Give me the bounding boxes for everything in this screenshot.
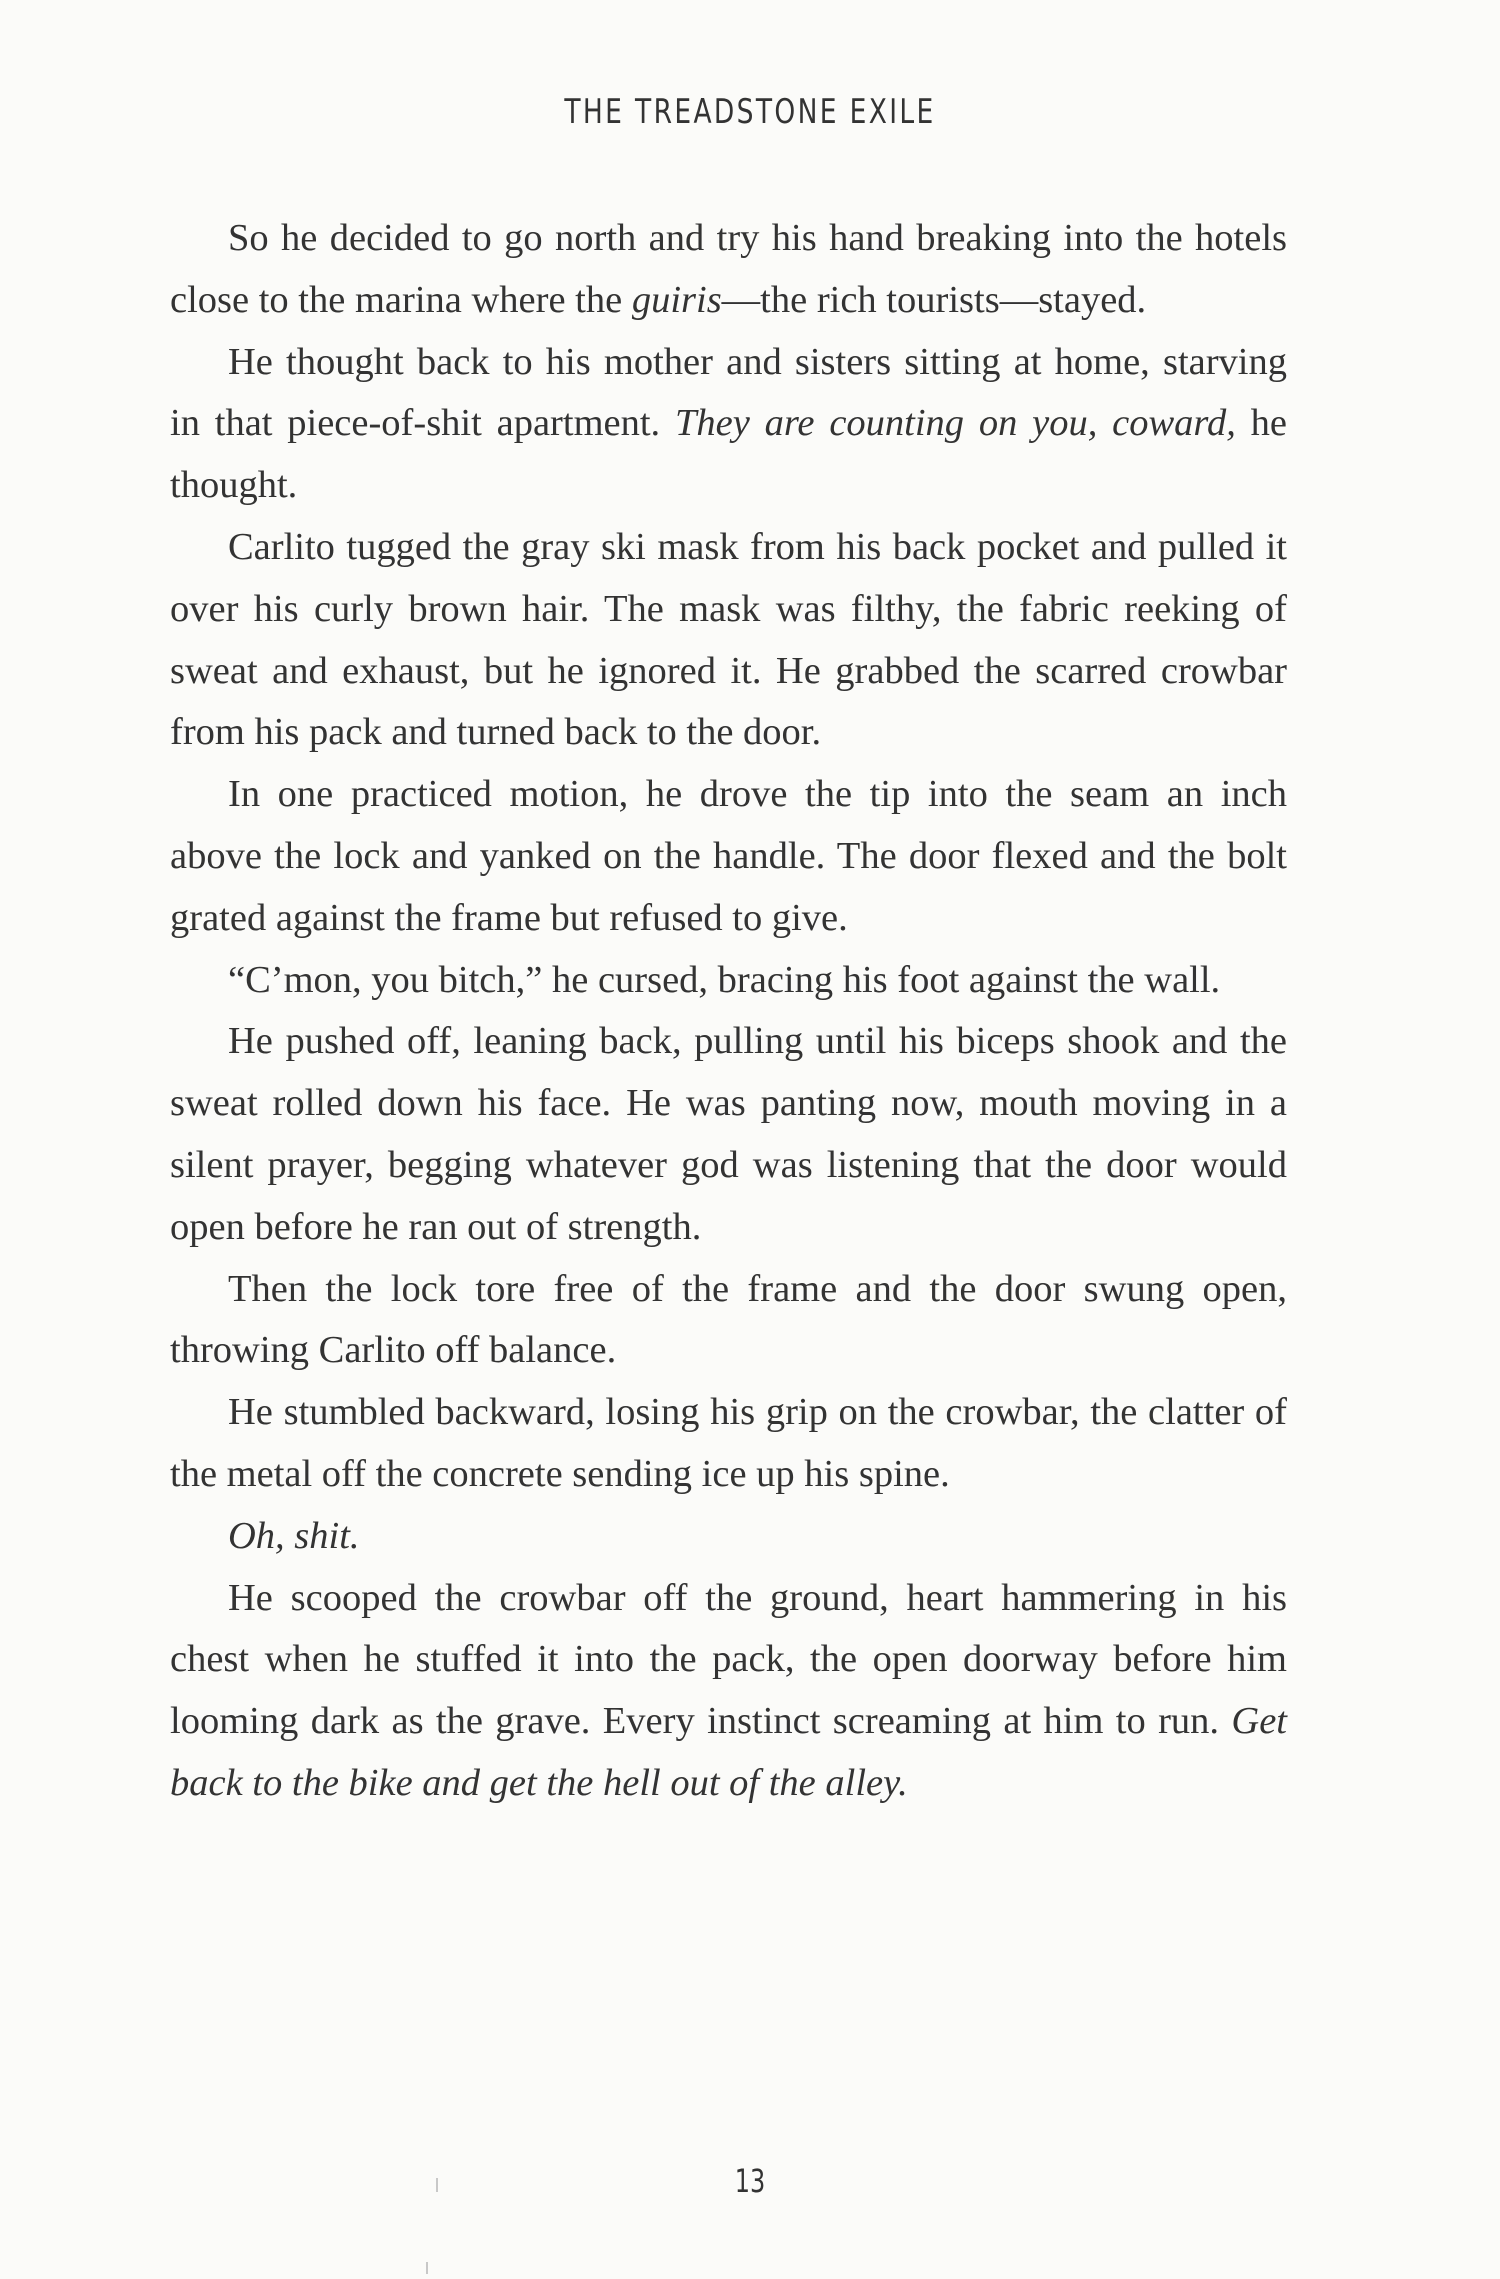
italic-run: Get back to the bike and get the hell out of the alley. [170,1700,1287,1804]
text-run: “C’mon, you bitch,” he cursed, bracing his foot against the wall. [228,958,1221,1001]
paragraph [170,1568,1287,1815]
text-run: He stumbled backward, losing his grip on the crowbar, the clatter of the metal off the concrete sending ice up his spine. [170,1391,1287,1495]
text-run: He pushed off, leaning back, pulling until his biceps shook and the sweat rolled down his face. He was panting now, mouth moving in a silent prayer, begging whatever god was listening that the door would open before he ran out of strength. [170,1020,1287,1248]
text-run: He scooped the crowbar off the ground, heart hammering in his chest when he stuffed it into the pack, the open doorway before him looming dark as the grave. Every instinct screaming at him to run. [170,1576,1287,1743]
italic-run: guiris [631,278,722,321]
paragraph [170,517,1287,764]
running-head: THE TREADSTONE EXILE [564,92,936,132]
paragraph [170,950,1287,1012]
italic-run: Oh, shit. [228,1514,360,1557]
paragraph [170,208,1287,332]
text-run: he thought. [170,402,1287,507]
italic-run: They are counting on you, coward, [674,402,1236,445]
paragraph [170,1011,1287,1258]
page-number: 13 [734,2162,766,2200]
scan-speck [426,2262,428,2274]
text-run: So he decided to go north and try his hand breaking into the hotels close to the marina where the [170,217,1287,321]
paragraph [170,764,1287,949]
text-run: Carlito tugged the gray ski mask from his back pocket and pulled it over his curly brown hair. The mask was filthy, the fabric reeking of sweat and exhaust, but he ignored it. He grabbed the scarred crowbar from his pack and turned back to the door. [170,525,1287,754]
body-text [170,208,1287,1815]
paragraph [170,1382,1287,1506]
text-run: He thought back to his mother and sisters sitting at home, starving in that piece-of-shit apartment. [170,340,1287,445]
scan-speck [436,2178,438,2192]
paragraph [170,1259,1287,1383]
paragraph [170,332,1287,517]
text-run: Then the lock tore free of the frame and the door swung open, throwing Carlito off balance. [170,1267,1287,1372]
paragraph [170,1506,1287,1568]
text-run: —the rich tourists—stayed. [721,278,1147,321]
text-run: In one practiced motion, he drove the tip into the seam an inch above the lock and yanked on the handle. The door flexed and the bolt grated against the frame but refused to give. [170,773,1287,939]
